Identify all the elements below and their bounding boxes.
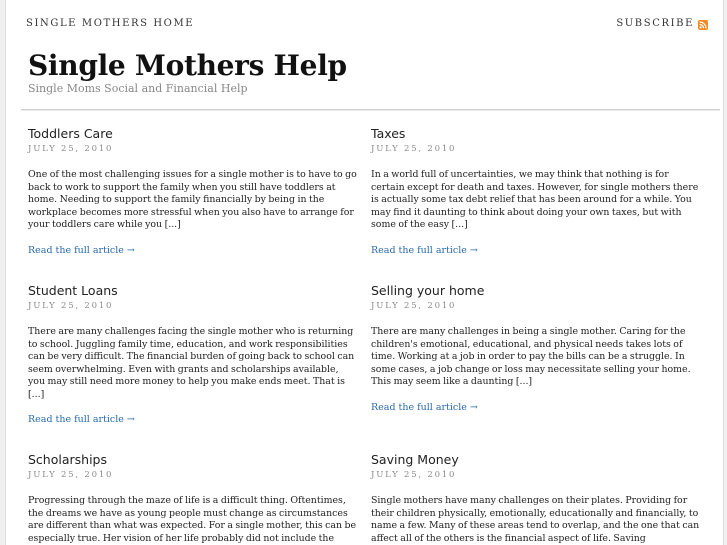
post-title[interactable]: Taxes xyxy=(371,126,406,141)
subscribe-link[interactable] xyxy=(616,18,708,29)
post-date: JULY 25, 2010 xyxy=(28,301,114,311)
site-title[interactable]: Single Mothers Help xyxy=(28,49,347,82)
post-date: JULY 25, 2010 xyxy=(371,301,457,311)
home-link[interactable]: SINGLE MOTHERS HOME xyxy=(26,18,195,29)
page xyxy=(5,0,724,545)
post-title[interactable]: Toddlers Care xyxy=(28,126,113,141)
post-title[interactable]: Selling your home xyxy=(371,283,485,298)
post-title[interactable]: Saving Money xyxy=(371,452,459,467)
post-saving-money xyxy=(371,452,701,545)
post-selling-your-home xyxy=(371,283,701,414)
subscribe-label: SUBSCRIBE xyxy=(616,18,694,29)
post-student-loans xyxy=(28,283,358,426)
post-date: JULY 25, 2010 xyxy=(371,470,457,480)
post-excerpt: Single mothers have many challenges on their plates. Providing for their children physically, emotionally, educationally and financially, to name a few. Many of these areas tend to overlap, and the one that can affect all of the others is the financial aspect of life. Saving xyxy=(371,495,700,544)
read-more-link[interactable]: Read the full article → xyxy=(28,244,135,256)
post-title[interactable]: Student Loans xyxy=(28,283,118,298)
read-more-link[interactable]: Read the full article → xyxy=(371,244,478,256)
post-excerpt: Progressing through the maze of life is a difficult thing. Oftentimes, the dreams we have as young people must change as circumstances are different than what was expected. For a single mother, this can be especially true. Her vision of her life probably did not include the xyxy=(28,495,357,544)
post-scholarships xyxy=(28,452,358,545)
post-taxes xyxy=(371,126,701,257)
post-excerpt: One of the most challenging issues for a single mother is to have to go back to work to support the family when you still have toddlers at home. Needing to support the family financially by being in the workplace becomes more stressful when you also have to arrange for your toddlers care while you [...] xyxy=(28,169,357,230)
site-header xyxy=(28,50,347,96)
post-title[interactable]: Scholarships xyxy=(28,452,108,467)
read-more-link[interactable]: Read the full article → xyxy=(371,401,478,413)
header-divider xyxy=(21,109,720,111)
post-toddlers-care xyxy=(28,126,358,257)
post-excerpt: There are many challenges in being a single mother. Caring for the children's emotional, educational, and physical needs takes lots of time. Working at a job in order to pay the bills can be a struggle. In some cases, a job change or loss may necessitate selling your home. This may seem like a daunting [...] xyxy=(371,326,691,387)
top-navigation xyxy=(26,18,708,34)
post-date: JULY 25, 2010 xyxy=(28,470,114,480)
site-tagline: Single Moms Social and Financial Help xyxy=(28,82,248,95)
read-more-link[interactable]: Read the full article → xyxy=(28,414,135,425)
post-excerpt: There are many challenges facing the single mother who is returning to school. Juggling family time, education, and work responsibilities can be very difficult. The financial burden of going back to school can seem overwhelming. Even with grants and scholarships available, you may still need more money to help you make ends meet. That is [...] xyxy=(28,326,355,400)
post-excerpt: In a world full of uncertainties, we may think that nothing is for certain except for death and taxes. However, for single mothers there is actually some tax debt relief that has been around for a while. You may find it daunting to think about doing your own taxes, but with some of the easy [...] xyxy=(371,169,699,230)
rss-icon[interactable] xyxy=(698,20,708,30)
post-date: JULY 25, 2010 xyxy=(371,144,457,154)
post-date: JULY 25, 2010 xyxy=(28,144,114,154)
